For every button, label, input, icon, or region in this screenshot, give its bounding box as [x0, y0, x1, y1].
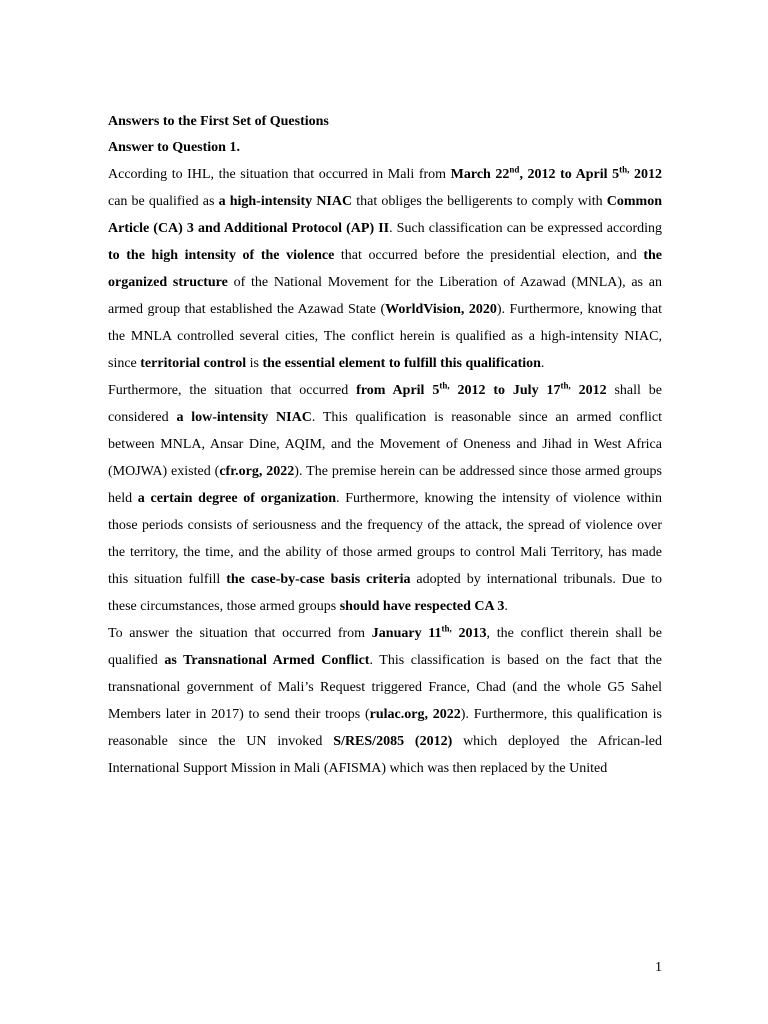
paragraph-1-run: that obliges the belligerents to comply with	[352, 194, 607, 209]
paragraph-1-run: nd	[509, 164, 520, 175]
paragraph-1-run: .	[540, 356, 545, 371]
paragraph-2-run: . Furthermore, knowing the intensity of violence within those periods consists of seriousness and the frequency of the attack, the spread of violence over the territory, the time, and the ability of those armed groups to control Mali Territory, has made this situation fulfill	[108, 491, 662, 587]
paragraph-1-run: the essential element to fulfill this qualification	[262, 356, 541, 371]
paragraph-1-run: territorial control	[140, 356, 247, 371]
paragraph-2-run: the case-by-case basis criteria	[226, 572, 411, 587]
paragraph-1-run: to the high intensity of the violence	[108, 248, 335, 263]
section-heading: Answers to the First Set of Questions	[108, 114, 329, 129]
paragraph-1-run: Common Article (CA) 3 and Additional Protocol (AP) II	[108, 194, 663, 236]
paragraph-3	[108, 620, 662, 782]
document-body	[108, 109, 662, 782]
paragraph-2-run: adopted by international tribunals. Due to these circumstances, those armed groups	[108, 572, 662, 614]
paragraph-1	[108, 161, 662, 377]
paragraph-1-run: is	[246, 356, 263, 371]
paragraph-2-run: 2012	[570, 383, 607, 398]
paragraph-1-run: ). Furthermore, knowing that the MNLA controlled several cities, The conflict herein is qualified as a high-intensity NIAC, since	[108, 302, 662, 371]
paragraph-3-run: which deployed the African-led International Support Mission in Mali (AFISMA) which was then replaced by the United	[108, 734, 662, 776]
paragraph-3-run: , the conflict therein shall be qualified	[108, 626, 663, 668]
paragraph-3-run: To answer the situation that occurred from	[108, 626, 372, 641]
paragraph-3-run: 2013	[451, 626, 487, 641]
paragraph-3-run: S/RES/2085 (2012)	[333, 734, 453, 749]
paragraph-1-run: can be qualified as	[108, 194, 219, 209]
question-heading: Answer to Question 1.	[108, 140, 240, 155]
paragraph-3-run: January 11	[371, 626, 442, 641]
paragraph-2-run: . This qualification is reasonable since an armed conflict between MNLA, Ansar Dine, AQIM, and the Movement of Oneness and Jihad in West Africa (MOJWA) existed (	[108, 410, 662, 479]
paragraph-1-run: a high-intensity NIAC	[218, 194, 353, 209]
paragraph-2-run: 2012 to July 17	[449, 383, 561, 398]
paragraph-1-run: th,	[619, 164, 630, 175]
paragraph-2-run: ). The premise herein can be addressed since those armed groups held	[108, 464, 662, 506]
paragraph-2-run: a low-intensity NIAC	[176, 410, 312, 425]
paragraph-1-run: . Such classification can be expressed according	[389, 221, 662, 236]
paragraph-2	[108, 377, 662, 620]
paragraph-1-run: that occurred before the presidential election, and	[334, 248, 644, 263]
paragraph-2-run: a certain degree of organization	[137, 491, 337, 506]
paragraph-1-run: the organized structure	[108, 248, 662, 290]
paragraph-3-run: th,	[441, 623, 452, 634]
paragraph-3-run: as Transnational Armed Conflict	[164, 653, 370, 668]
paragraph-1-run: WorldVision, 2020	[385, 302, 497, 317]
paragraph-3-run: rulac.org, 2022	[369, 707, 461, 722]
paragraph-2-run: from April 5	[356, 383, 440, 398]
paragraph-2-run: Furthermore, the situation that occurred	[108, 383, 357, 398]
page-number: 1	[655, 960, 662, 975]
paragraph-1-run: March 22	[450, 167, 510, 182]
paragraph-1-run: , 2012 to April 5	[519, 167, 620, 182]
paragraph-1-run: of the National Movement for the Liberation of Azawad (MNLA), as an armed group that established the Azawad State (	[108, 275, 662, 317]
paragraph-2-run: th,	[560, 380, 571, 391]
paragraph-2-run: .	[504, 599, 508, 614]
paragraph-1-run: 2012	[629, 167, 662, 182]
paragraph-2-run: should have respected CA 3	[339, 599, 505, 614]
paragraph-3-run: ). Furthermore, this qualification is reasonable since the UN invoked	[108, 707, 662, 749]
paragraph-2-run: shall be considered	[108, 383, 663, 425]
paragraph-2-run: th,	[439, 380, 450, 391]
paragraph-2-run: cfr.org, 2022	[219, 464, 295, 479]
paragraph-3-run: . This classification is based on the fact that the transnational government of Mali’s Request triggered France, Chad (and the whole G5 Sahel Members later in 2017) to send their troops (	[108, 653, 662, 722]
paragraph-1-run: According to IHL, the situation that occurred in Mali from	[108, 167, 451, 182]
